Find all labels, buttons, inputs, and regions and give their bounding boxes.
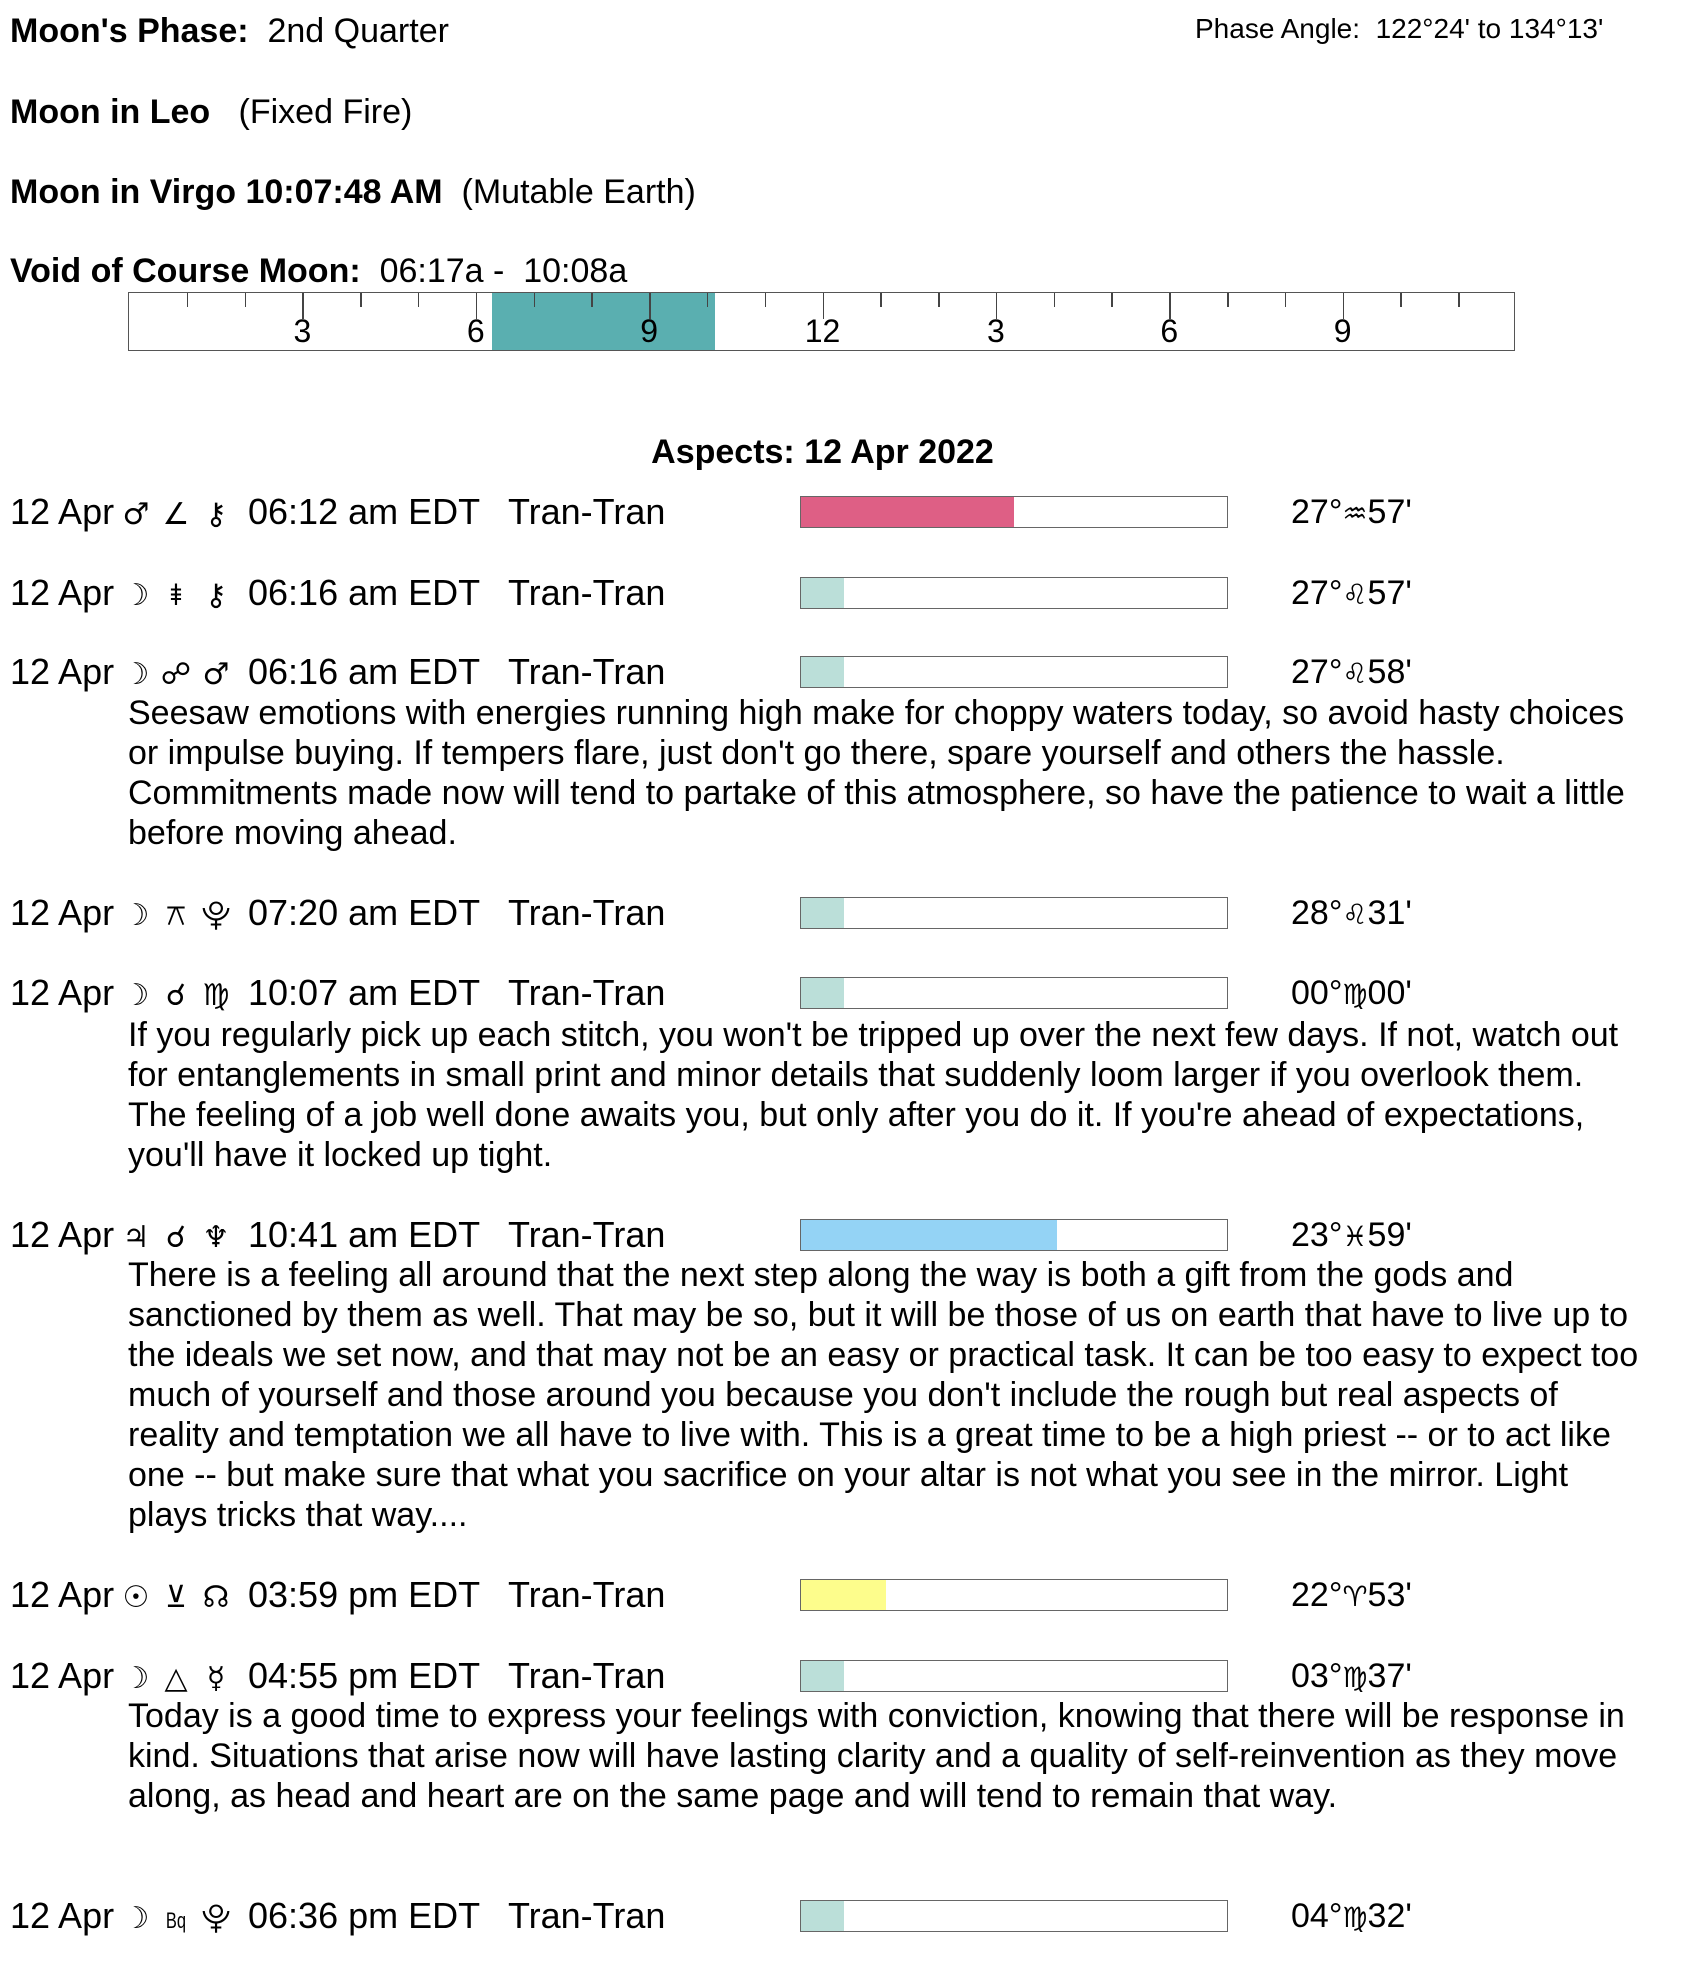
aspect-time: 04:55 pm EDT [248,1655,481,1696]
moon-virgo-value: (Mutable Earth) [461,173,696,211]
timeline-tick [1054,293,1056,307]
position-degrees: 27° [1291,493,1343,531]
timeline-tick [1458,293,1460,307]
aspect-date: 12 Apr [10,491,115,532]
timeline-tick [1400,293,1402,307]
aspect-interpretation: Today is a good time to express your feelings with conviction, knowing that there will be response in kind. Situations that arise now will have lasting clarity and a quality of self-reinvention as they move along, as head and heart are on the same page and will tend to remain that way. [128,1697,1625,1815]
aspect-time: 10:07 am EDT [248,972,481,1013]
aspect-row [10,892,665,934]
aspect-strength-fill [801,657,844,687]
aspects-title: Aspects: 12 Apr 2022 [651,433,994,471]
planet-1-icon: ♂ [122,497,150,532]
timeline-tick [1111,293,1113,307]
aspect-strength-bar [800,496,1228,528]
planet-1-icon: ☽ [122,1901,150,1936]
zodiac-sign-icon: ♌ [1342,578,1368,611]
aspect-row [10,651,665,693]
position-degrees: 03° [1291,1657,1343,1695]
aspect-icon: ⯒ [169,578,183,613]
planet-2-icon: ⚷ [205,578,227,613]
position-degrees: 22° [1291,1576,1343,1614]
moon-phase [10,11,449,51]
timeline-hour-label: 9 [640,313,659,349]
aspect-type: Tran-Tran [508,651,666,692]
aspect-row [10,1574,665,1616]
planet-2-icon: ♆ [202,1220,230,1255]
zodiac-sign-icon: ♒ [1342,497,1368,530]
void-of-course-timeline [128,292,1515,351]
aspect-date: 12 Apr [10,1574,115,1615]
position-minutes: 00' [1367,974,1412,1012]
voc-value: 06:17a - 10:08a [379,252,628,290]
position-degrees: 04° [1291,1897,1343,1935]
aspect-strength-fill [801,578,844,608]
aspect-icon: ⚻ [166,898,186,933]
moon-in-leo [10,92,412,132]
position-degrees: 23° [1291,1216,1343,1254]
aspect-strength-bar [800,1579,1228,1611]
aspect-time: 07:20 am EDT [248,892,481,933]
position-minutes: 31' [1367,894,1412,932]
aspect-date: 12 Apr [10,972,115,1013]
position-minutes: 53' [1367,1576,1412,1614]
position-minutes: 37' [1367,1657,1412,1695]
position-degrees: 28° [1291,894,1343,932]
aspect-strength-bar [800,656,1228,688]
aspect-strength-bar [800,1900,1228,1932]
planet-2-icon: ⯓ [201,898,231,933]
phase-angle-label: Phase Angle: [1195,13,1361,44]
planet-2-icon: ☊ [202,1580,230,1615]
aspect-position [1291,1895,1412,1939]
aspect-interpretation: Seesaw emotions with energies running high make for choppy waters today, so avoid hasty choices or impulse buying. If tempers flare, just don't go there, spare yourself and others the hassle. Commitments made now will tend to partake of this atmosphere, so have the patience to wait a little before moving ahead. [128,694,1625,852]
aspect-strength-bar [800,977,1228,1009]
zodiac-sign-icon: ♌ [1342,898,1368,931]
timeline-tick [938,293,940,307]
aspect-icon: ☌ [165,978,187,1013]
zodiac-sign-icon: ♍ [1342,1661,1368,1694]
aspect-position [1291,1655,1412,1699]
aspect-icon: ∠ [162,497,190,532]
aspect-row [10,572,665,614]
aspect-strength-bar [800,577,1228,609]
timeline-tick [1227,293,1229,307]
position-minutes: 58' [1367,653,1412,691]
aspect-icon: △ [164,1661,188,1696]
planet-1-icon: ☽ [122,657,150,692]
position-degrees: 00° [1291,974,1343,1012]
aspect-position [1291,892,1412,936]
planet-1-icon: ☽ [122,898,150,933]
aspect-type: Tran-Tran [508,572,666,613]
zodiac-sign-icon: ♓ [1342,1220,1368,1253]
aspect-strength-bar [800,1219,1228,1251]
planet-2-icon: ⯓ [201,1901,231,1936]
timeline-tick [187,293,189,307]
timeline-tick [707,293,709,307]
aspect-strength-bar [800,897,1228,929]
aspect-interpretation: If you regularly pick up each stitch, you won't be tripped up over the next few days. If not, watch out for entanglements in small print and minor details that suddenly loom larger if you overlook them. The feeling of a job well done awaits you, but only after you do it. If you're ahead of expectations, you'll have it locked up tight. [128,1016,1619,1174]
zodiac-sign-icon: ♍ [1342,1901,1368,1934]
void-of-course-range [492,293,714,350]
planet-1-icon: ☉ [122,1580,150,1615]
zodiac-sign-icon: ♍ [1342,978,1368,1011]
timeline-hour-label: 6 [466,313,485,349]
aspect-time: 06:16 am EDT [248,651,481,692]
aspect-time: 03:59 pm EDT [248,1574,481,1615]
phase-angle [1195,12,1603,46]
aspect-time: 10:41 am EDT [248,1214,481,1255]
moon-leo-label: Moon in Leo [10,93,211,131]
moon-leo-value: (Fixed Fire) [238,93,413,131]
zodiac-sign-icon: ♌ [1342,657,1368,690]
aspect-type: Tran-Tran [508,1895,666,1936]
timeline-tick [1285,293,1287,307]
aspect-strength-fill [801,898,844,928]
aspect-strength-fill [801,1901,844,1931]
aspect-strength-fill [801,497,1014,527]
voc-label: Void of Course Moon: [10,252,361,290]
aspect-position [1291,572,1412,616]
timeline-hour-label: 3 [986,313,1005,349]
timeline-hour-label: 6 [1160,313,1179,349]
moon-phase-value: 2nd Quarter [267,12,449,50]
aspect-date: 12 Apr [10,892,115,933]
aspect-row [10,1895,665,1937]
planet-2-icon: ☿ [206,1661,226,1696]
aspect-position [1291,651,1412,695]
position-minutes: 59' [1367,1216,1412,1254]
phase-angle-value: 122°24' to 134°13' [1375,13,1604,44]
timeline-hour-label: 12 [804,313,841,349]
planet-2-icon: ♍ [202,978,230,1013]
moon-virgo-label: Moon in Virgo 10:07:48 AM [10,173,443,211]
timeline-tick [880,293,882,307]
planet-2-icon: ♂ [202,657,230,692]
position-degrees: 27° [1291,574,1343,612]
moon-phase-label: Moon's Phase: [10,12,249,50]
aspect-time: 06:12 am EDT [248,491,481,532]
position-minutes: 57' [1367,493,1412,531]
aspect-row [10,1214,665,1256]
aspect-type: Tran-Tran [508,1214,666,1255]
aspect-row [10,1655,665,1697]
aspect-strength-bar [800,1660,1228,1692]
aspect-date: 12 Apr [10,1655,115,1696]
planet-2-icon: ⚷ [205,497,227,532]
timeline-hour-label: 3 [293,313,312,349]
aspect-date: 12 Apr [10,1214,115,1255]
moon-in-virgo [10,172,696,212]
aspect-strength-fill [801,978,844,1008]
position-minutes: 57' [1367,574,1412,612]
position-degrees: 27° [1291,653,1343,691]
aspect-icon: ☌ [165,1220,187,1255]
aspect-type: Tran-Tran [508,491,666,532]
timeline-tick [418,293,420,307]
planet-1-icon: ☽ [122,578,150,613]
planet-1-icon: ☽ [122,1661,150,1696]
aspect-type: Tran-Tran [508,892,666,933]
aspect-icon: Bq [165,1908,187,1933]
aspect-position [1291,491,1412,535]
timeline-hour-label: 9 [1333,313,1352,349]
aspect-row [10,972,665,1014]
aspect-date: 12 Apr [10,651,115,692]
planet-1-icon: ☽ [122,978,150,1013]
void-of-course [10,251,627,291]
aspect-type: Tran-Tran [508,972,666,1013]
timeline-tick [591,293,593,307]
aspect-time: 06:36 pm EDT [248,1895,481,1936]
aspect-time: 06:16 am EDT [248,572,481,613]
aspect-row [10,491,665,533]
aspect-type: Tran-Tran [508,1655,666,1696]
aspect-icon: ⊻ [165,1580,187,1615]
aspect-date: 12 Apr [10,572,115,613]
aspect-strength-fill [801,1220,1057,1250]
timeline-tick [245,293,247,307]
aspect-position [1291,1214,1412,1258]
timeline-tick [765,293,767,307]
aspect-interpretation: There is a feeling all around that the next step along the way is both a gift from the gods and sanctioned by them as well. That may be so, but it will be those of us on earth that have to live up to the ideals we set now, and that may not be an easy or practical task. It can be too easy to expect too much of yourself and those around you because you don't include the rough but real aspects of reality and temptation we all have to live with. This is a great time to be a high priest -- or to act like one -- but make sure that what you sacrifice on your altar is not what you see in the mirror. Light plays tricks that way.... [128,1256,1639,1534]
aspect-strength-fill [801,1661,844,1691]
aspect-position [1291,1574,1412,1618]
aspect-icon: ☍ [160,657,192,692]
aspect-date: 12 Apr [10,1895,115,1936]
planet-1-icon: ♃ [122,1220,150,1255]
aspect-position [1291,972,1412,1016]
timeline-tick [534,293,536,307]
position-minutes: 32' [1367,1897,1412,1935]
aspect-type: Tran-Tran [508,1574,666,1615]
zodiac-sign-icon: ♈ [1342,1580,1368,1613]
timeline-tick [360,293,362,307]
aspect-strength-fill [801,1580,886,1610]
